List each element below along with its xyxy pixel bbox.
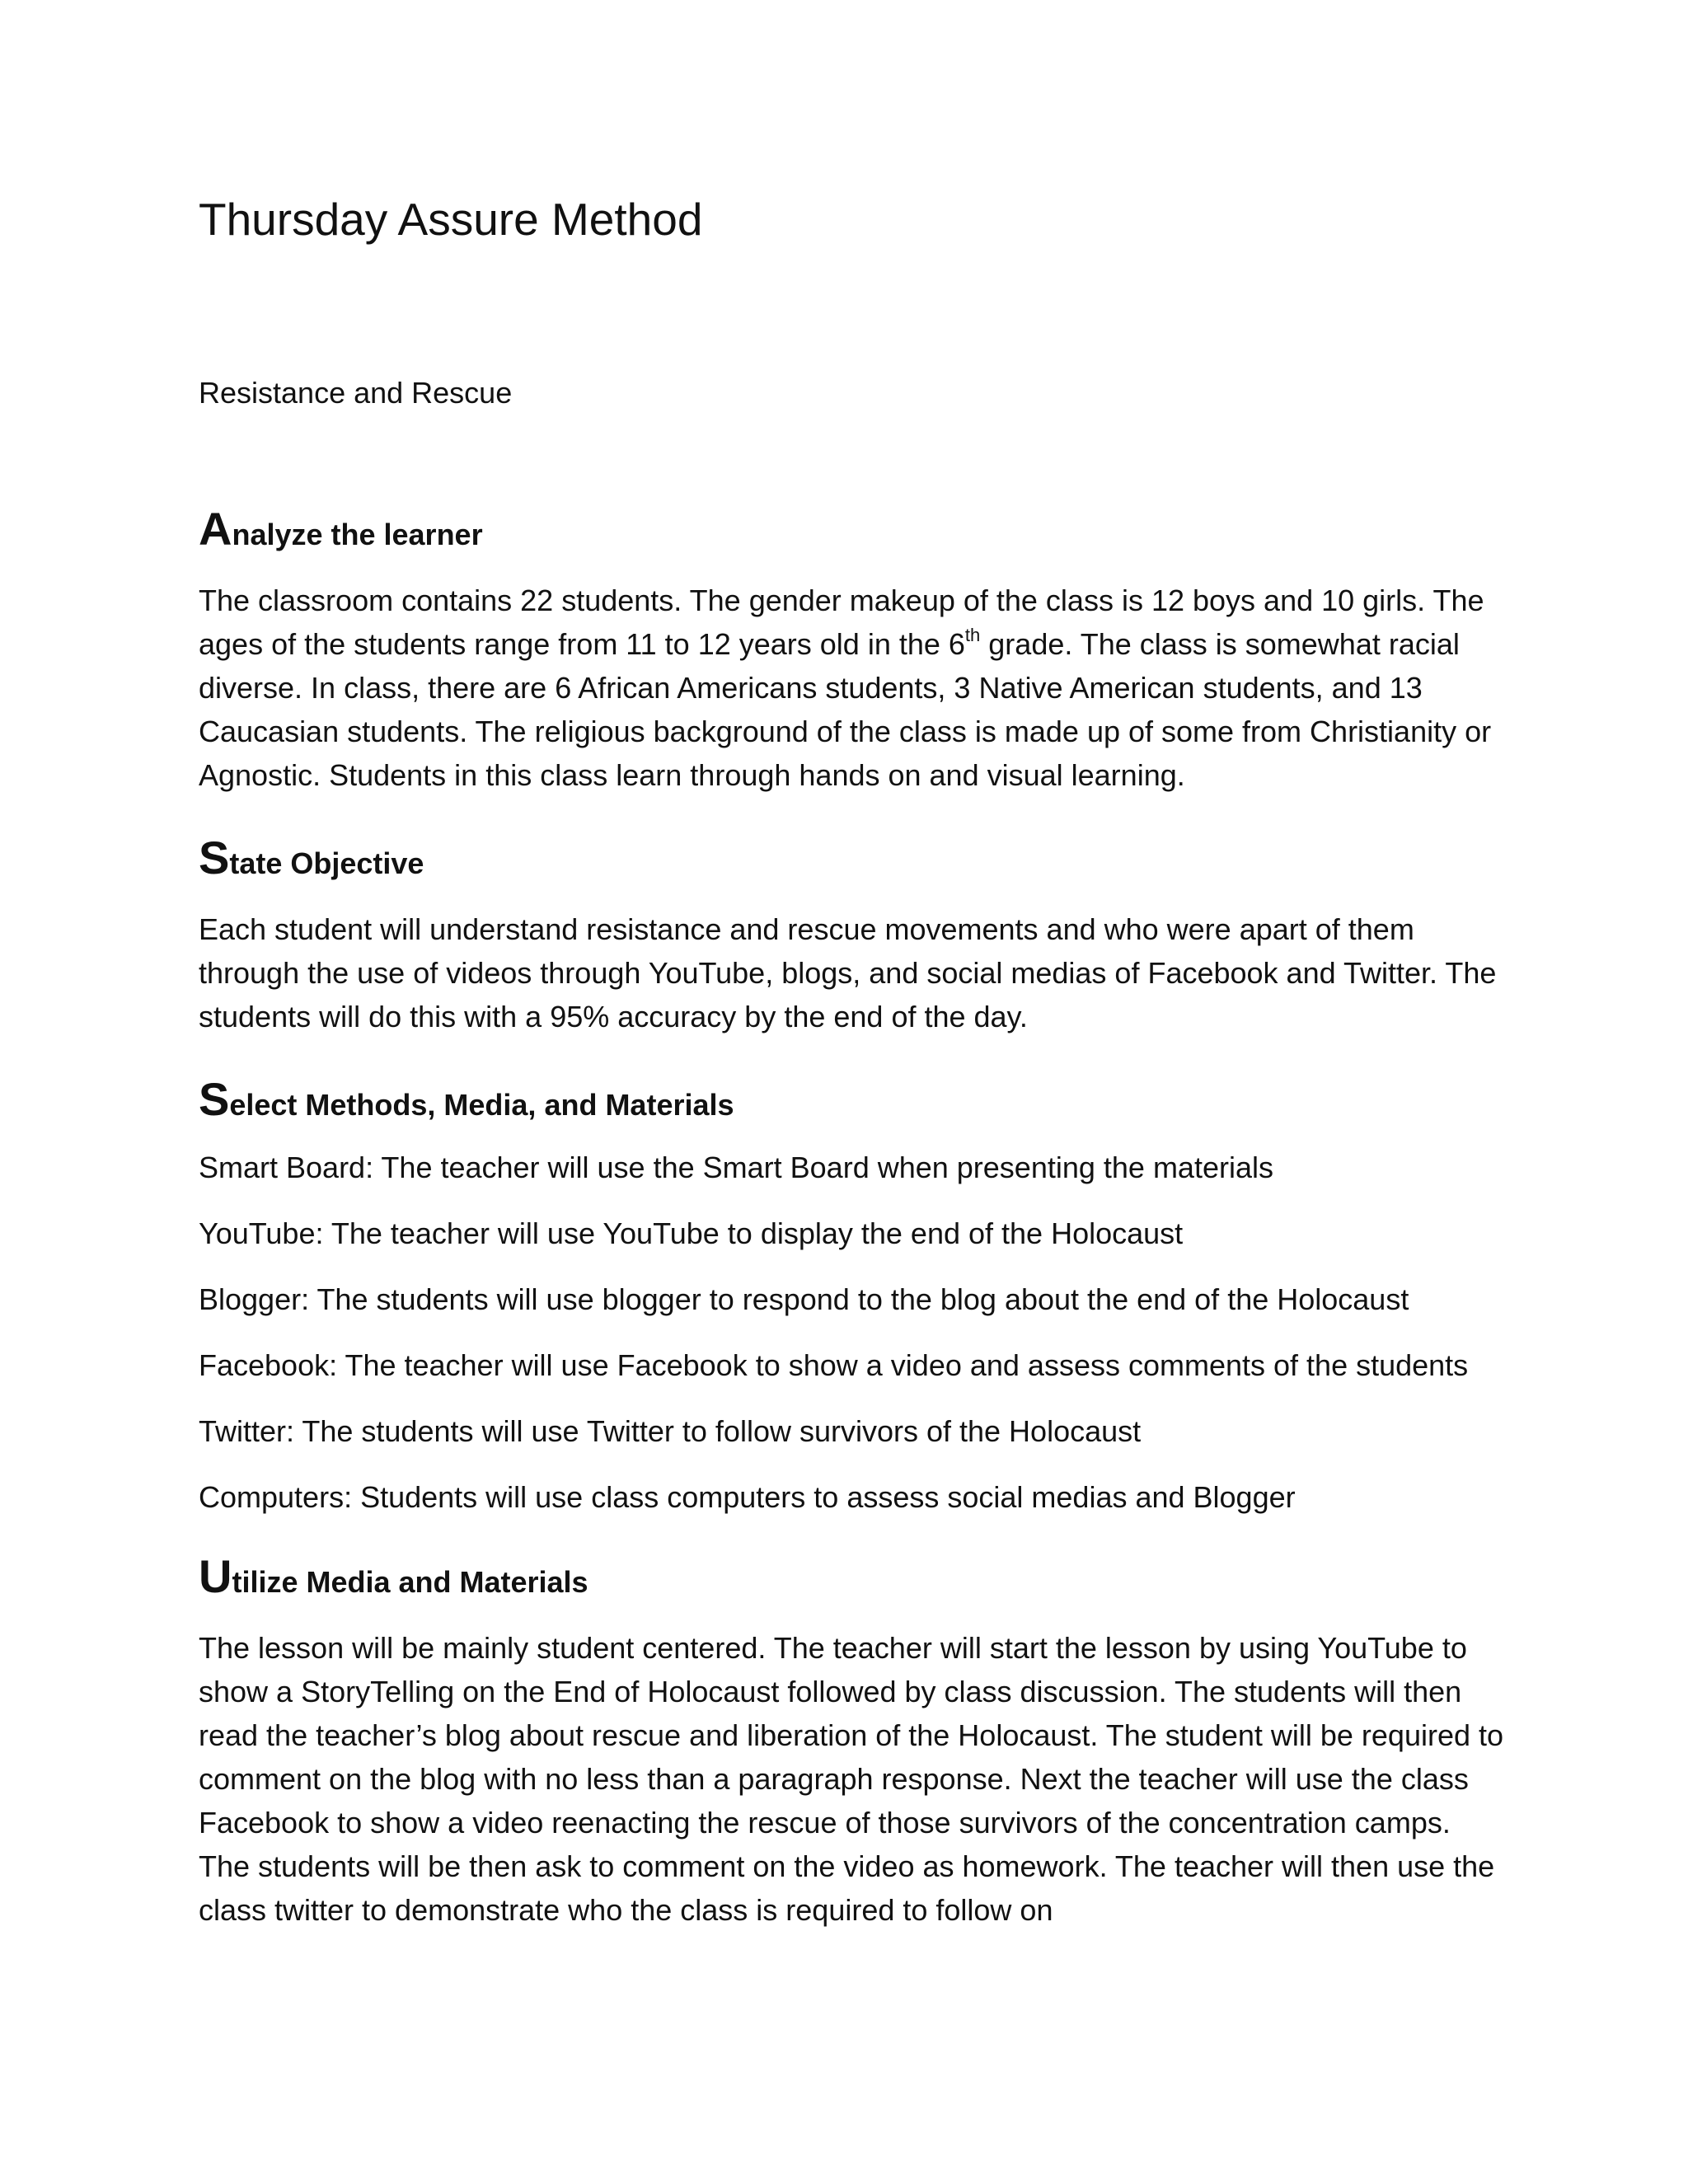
list-item: Facebook: The teacher will use Facebook to show a video and assess comments of the students — [199, 1347, 1469, 1382]
section-heading-analyze — [199, 503, 1509, 555]
list-item: Blogger: The students will use blogger to respond to the blog about the end of the Holocaust — [199, 1282, 1409, 1316]
utilize-paragraph: The lesson will be mainly student centered. The teacher will start the lesson by using YouTube to show a StoryTelling on the End of Holocaust followed by class discussion. The students will then read the teacher’s blog about rescue and liberation of the Holocaust. The student will be required to comment on the blog with no less than a paragraph response. Next the teacher will use the class Facebook to show a video reenacting the rescue of those survivors of the concentration camps. The students will be then ask to comment on the video as homework. The teacher will then use the class twitter to demonstrate who the class is required to follow on — [199, 1630, 1504, 1927]
document-body — [199, 503, 1509, 1970]
section-heading-select — [199, 1073, 1509, 1126]
heading-initial: U — [199, 1549, 232, 1602]
list-item: YouTube: The teacher will use YouTube to display the end of the Holocaust — [199, 1216, 1184, 1250]
document-subtitle: Resistance and Rescue — [199, 376, 513, 410]
section-heading-utilize — [199, 1549, 1509, 1602]
heading-text: tate Objective — [229, 846, 424, 881]
superscript-ordinal: th — [964, 625, 981, 646]
list-item: Computers: Students will use class computers to assess social medias and Blogger — [199, 1479, 1296, 1514]
state-paragraph: Each student will understand resistance and rescue movements and who were apart of them through the use of videos through YouTube, blogs, and social medias of Facebook and Twitter. The students will do this with a 95% accuracy by the end of the day. — [199, 912, 1497, 1034]
list-item: Smart Board: The teacher will use the Smart Board when presenting the materials — [199, 1150, 1273, 1184]
heading-text: tilize Media and Materials — [232, 1564, 588, 1599]
heading-initial: S — [199, 1073, 230, 1126]
heading-initial: S — [199, 832, 230, 884]
paragraph-text: The classroom contains 22 students. The gender makeup of the class is 12 boys and 10 girls. The ages of the students range from 11 to 12 years old in the 6 — [199, 583, 1484, 662]
list-item: Twitter: The students will use Twitter to follow survivors of the Holocaust — [199, 1413, 1142, 1448]
heading-initial: A — [199, 503, 232, 555]
section-heading-state — [199, 832, 1509, 884]
analyze-paragraph — [199, 579, 1509, 797]
document-page — [199, 0, 1509, 2184]
heading-text: elect Methods, Media, and Materials — [229, 1088, 734, 1122]
paragraph-text: grade. The class is somewhat racial diverse. In class, there are 6 African Americans students, 3 Native American students, and 13 Caucasian students. The religious background of the class is made up of some from Christianity or Agnostic. Students in this class learn through hands on and visual learning. — [199, 627, 1492, 793]
heading-text: nalyze the learner — [232, 518, 483, 551]
document-title: Thursday Assure Method — [199, 194, 703, 245]
